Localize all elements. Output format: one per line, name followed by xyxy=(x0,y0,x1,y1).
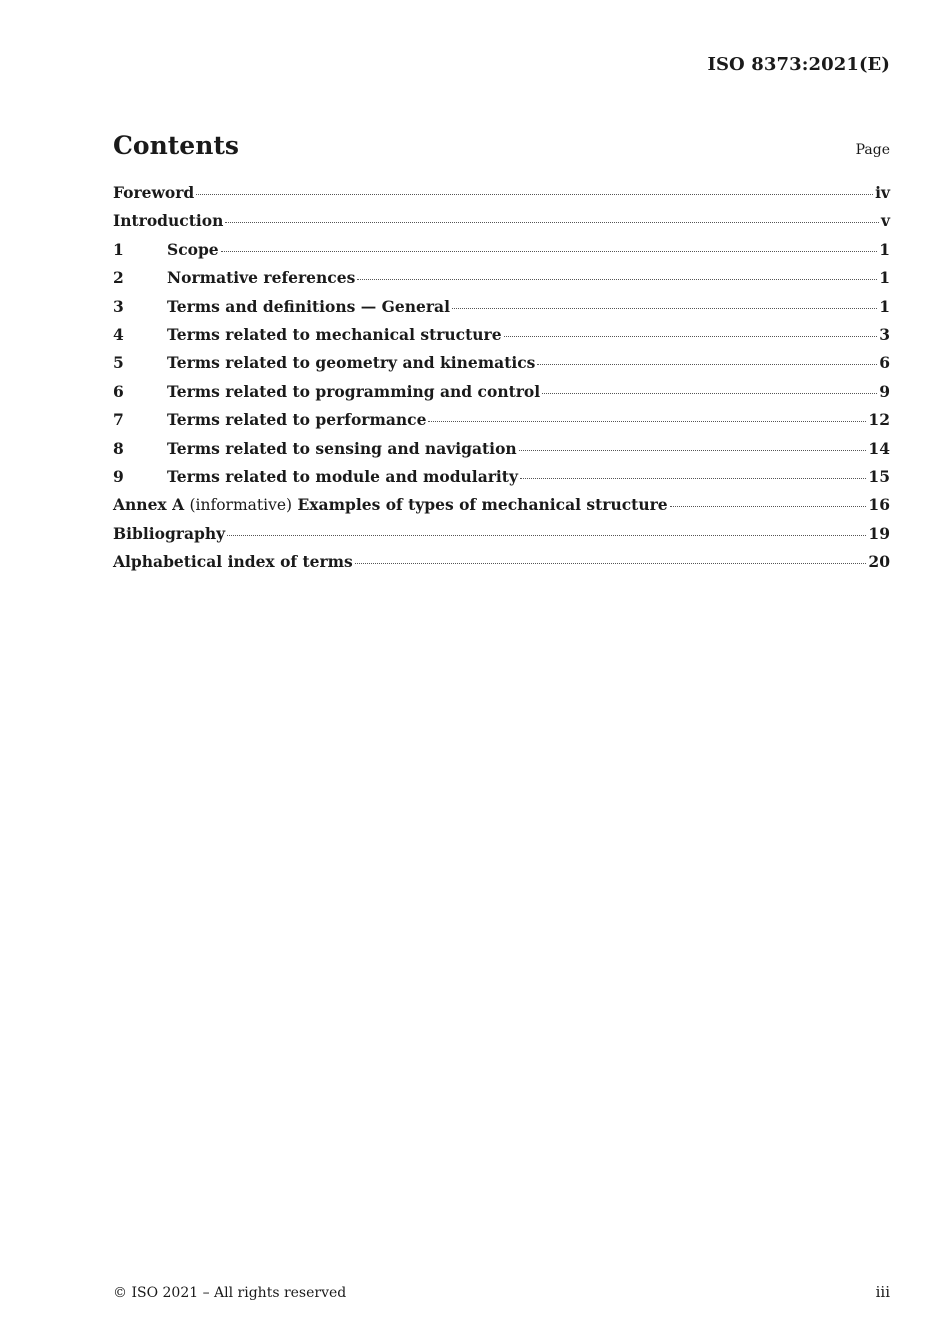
footer-page-number: iii xyxy=(875,1283,890,1301)
toc-entry-geometry-kinematics[interactable] xyxy=(113,353,890,381)
toc-entry-number: 5 xyxy=(113,353,124,373)
toc-leader-dots xyxy=(504,335,878,337)
toc-entry-title[interactable]: Terms related to geometry and kinematics xyxy=(167,353,536,373)
toc-entry-title[interactable]: Scope xyxy=(167,239,219,259)
toc-entry-page[interactable]: 19 xyxy=(868,523,890,543)
toc-leader-dots xyxy=(520,477,866,479)
toc-entry-bibliography[interactable] xyxy=(113,524,890,552)
toc-entry-performance[interactable] xyxy=(113,410,890,438)
toc-entry-title[interactable] xyxy=(113,495,668,514)
toc-leader-dots xyxy=(519,449,867,451)
toc-entry-number: 6 xyxy=(113,381,124,401)
toc-entry-title[interactable]: Bibliography xyxy=(113,523,226,543)
toc-entry-page[interactable]: 12 xyxy=(868,410,890,430)
toc-entry-page[interactable]: 3 xyxy=(879,324,890,344)
toc-leader-dots xyxy=(542,392,877,394)
toc-entry-title[interactable]: Terms related to performance xyxy=(167,410,427,430)
toc-entry-annex-a[interactable] xyxy=(113,495,890,523)
toc-leader-dots xyxy=(537,363,877,365)
toc-entry-number: 4 xyxy=(113,324,124,344)
toc-entry-title[interactable]: Terms related to programming and control xyxy=(167,381,541,401)
toc-entry-title[interactable]: Terms related to sensing and navigation xyxy=(167,438,517,458)
toc-entry-scope[interactable] xyxy=(113,240,890,268)
contents-heading: Contents xyxy=(113,131,240,160)
toc-leader-dots xyxy=(225,221,879,223)
toc-entry-foreword[interactable] xyxy=(113,183,890,211)
annex-informative-note: (informative) xyxy=(189,496,293,515)
toc-leader-dots xyxy=(428,420,866,422)
toc-entry-number: 2 xyxy=(113,268,124,288)
toc-leader-dots xyxy=(452,307,877,309)
toc-entry-alphabetical-index[interactable] xyxy=(113,552,890,580)
toc-entry-title[interactable]: Alphabetical index of terms xyxy=(113,552,353,572)
toc-entry-page[interactable]: 9 xyxy=(879,381,890,401)
toc-entry-number: 9 xyxy=(113,466,124,486)
toc-entry-number: 7 xyxy=(113,410,124,430)
annex-title: Examples of types of mechanical structure xyxy=(297,495,668,515)
toc-entry-module-modularity[interactable] xyxy=(113,467,890,495)
toc-entry-introduction[interactable] xyxy=(113,211,890,239)
toc-leader-dots xyxy=(670,505,867,507)
toc-entry-page[interactable]: 1 xyxy=(879,296,890,316)
toc-entry-title[interactable]: Normative references xyxy=(167,268,356,288)
toc-entry-title[interactable]: Terms related to mechanical structure xyxy=(167,324,502,344)
table-of-contents xyxy=(113,183,890,580)
toc-entry-page[interactable]: 6 xyxy=(879,353,890,373)
toc-entry-page[interactable]: 15 xyxy=(868,466,890,486)
page-column-label: Page xyxy=(855,142,890,158)
toc-entry-page[interactable]: 16 xyxy=(868,495,890,515)
toc-entry-page[interactable]: 14 xyxy=(868,438,890,458)
toc-entry-title[interactable]: Foreword xyxy=(113,183,195,202)
toc-entry-number: 3 xyxy=(113,296,124,316)
toc-leader-dots xyxy=(227,534,866,536)
toc-entry-page[interactable]: v xyxy=(880,211,890,231)
annex-label: Annex A xyxy=(113,495,185,515)
toc-entry-page[interactable]: 20 xyxy=(868,552,890,572)
toc-entry-normative-references[interactable] xyxy=(113,268,890,296)
toc-entry-sensing-navigation[interactable] xyxy=(113,439,890,467)
toc-entry-number: 1 xyxy=(113,239,124,259)
toc-entry-title[interactable]: Introduction xyxy=(113,211,224,231)
toc-entry-page[interactable]: 1 xyxy=(879,239,890,259)
toc-entry-number: 8 xyxy=(113,438,124,458)
footer-copyright: © ISO 2021 – All rights reserved xyxy=(113,1285,347,1301)
toc-entry-page[interactable]: iv xyxy=(875,183,890,202)
toc-entry-title[interactable]: Terms and definitions — General xyxy=(167,296,450,316)
toc-entry-mechanical-structure[interactable] xyxy=(113,325,890,353)
toc-entry-programming-control[interactable] xyxy=(113,382,890,410)
document-id: ISO 8373:2021(E) xyxy=(707,54,890,75)
toc-leader-dots xyxy=(355,562,867,564)
toc-leader-dots xyxy=(357,278,877,280)
toc-entry-page[interactable]: 1 xyxy=(879,268,890,288)
toc-entry-terms-general[interactable] xyxy=(113,297,890,325)
toc-leader-dots xyxy=(221,250,878,252)
toc-leader-dots xyxy=(196,193,873,195)
toc-entry-title[interactable]: Terms related to module and modularity xyxy=(167,466,518,486)
